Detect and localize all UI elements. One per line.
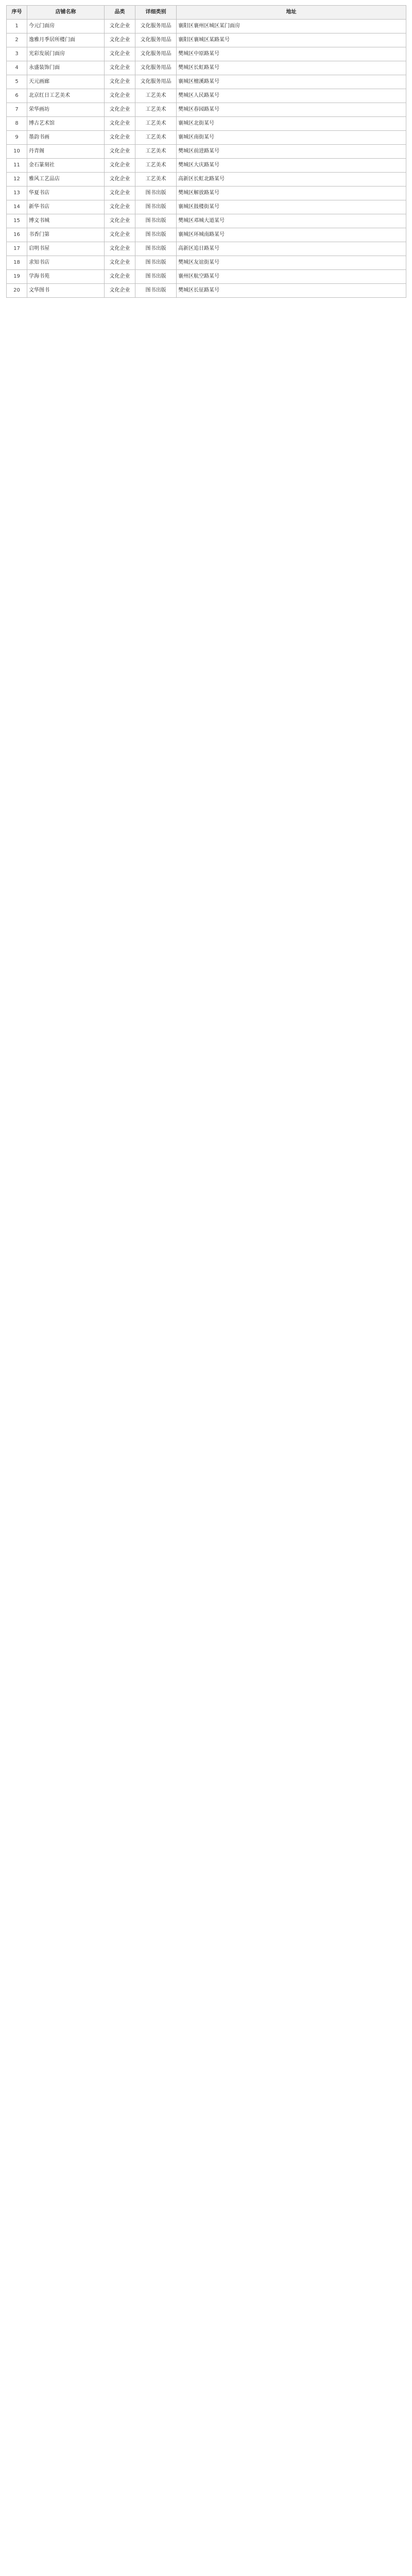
cell-category: 文化企业 [105,214,135,228]
table-row [7,20,406,33]
cell-detail-category: 工艺美术 [135,159,177,173]
cell-address: 樊城区人民路某号 [177,89,406,103]
cell-detail-category: 工艺美术 [135,103,177,117]
cell-detail-category: 图书出版 [135,270,177,284]
cell-index: 7 [7,103,27,117]
cell-detail-category: 工艺美术 [135,145,177,159]
cell-shop-name: 荣华画坊 [27,103,105,117]
header-address: 地址 [177,6,406,20]
cell-detail-category: 文化服务用品 [135,47,177,61]
table-body [7,20,406,298]
cell-shop-name: 墨韵书画 [27,131,105,145]
cell-address: 樊城区邓城大道某号 [177,214,406,228]
cell-index: 4 [7,61,27,75]
cell-detail-category: 图书出版 [135,187,177,200]
table-row [7,270,406,284]
cell-category: 文化企业 [105,61,135,75]
cell-address: 樊城区中原路某号 [177,47,406,61]
cell-detail-category: 文化服务用品 [135,33,177,47]
cell-category: 文化企业 [105,200,135,214]
cell-shop-name: 华夏书店 [27,187,105,200]
cell-detail-category: 图书出版 [135,228,177,242]
document-table-wrapper [6,5,406,298]
cell-address: 襄城区环城南路某号 [177,228,406,242]
table-row [7,173,406,187]
cell-index: 16 [7,228,27,242]
cell-address: 樊城区大庆路某号 [177,159,406,173]
cell-detail-category: 文化服务用品 [135,20,177,33]
cell-detail-category: 文化服务用品 [135,75,177,89]
cell-shop-name: 博文书城 [27,214,105,228]
header-index: 序号 [7,6,27,20]
cell-index: 12 [7,173,27,187]
header-category: 品类 [105,6,135,20]
cell-index: 14 [7,200,27,214]
cell-category: 文化企业 [105,228,135,242]
cell-shop-name: 光彩发展门面房 [27,47,105,61]
cell-detail-category: 工艺美术 [135,117,177,131]
table-row [7,228,406,242]
cell-address: 樊城区解放路某号 [177,187,406,200]
cell-detail-category: 工艺美术 [135,89,177,103]
cell-shop-name: 新华书店 [27,200,105,214]
cell-category: 文化企业 [105,33,135,47]
cell-detail-category: 图书出版 [135,242,177,256]
cell-index: 13 [7,187,27,200]
cell-category: 文化企业 [105,159,135,173]
cell-category: 文化企业 [105,242,135,256]
header-row [7,6,406,20]
cell-category: 文化企业 [105,47,135,61]
table-row [7,200,406,214]
cell-shop-name: 丹青阁 [27,145,105,159]
cell-address: 襄城区檀溪路某号 [177,75,406,89]
table-row [7,214,406,228]
cell-address: 樊城区友谊街某号 [177,256,406,270]
cell-detail-category: 文化服务用品 [135,61,177,75]
table-row [7,284,406,298]
table-row [7,145,406,159]
cell-address: 樊城区前进路某号 [177,145,406,159]
cell-index: 2 [7,33,27,47]
cell-detail-category: 图书出版 [135,214,177,228]
cell-address: 樊城区春园路某号 [177,103,406,117]
cell-index: 5 [7,75,27,89]
cell-category: 文化企业 [105,117,135,131]
cell-shop-name: 金石篆刻社 [27,159,105,173]
cell-detail-category: 工艺美术 [135,173,177,187]
cell-shop-name: 博古艺术馆 [27,117,105,131]
cell-category: 文化企业 [105,75,135,89]
cell-category: 文化企业 [105,187,135,200]
cell-shop-name: 学海书苑 [27,270,105,284]
cell-index: 17 [7,242,27,256]
table-row [7,89,406,103]
cell-index: 3 [7,47,27,61]
table-row [7,256,406,270]
cell-shop-name: 逸雅月季居所楼门面 [27,33,105,47]
cell-index: 18 [7,256,27,270]
cell-shop-name: 雅风工艺品店 [27,173,105,187]
cell-index: 1 [7,20,27,33]
table-row [7,33,406,47]
cell-index: 20 [7,284,27,298]
table-row [7,242,406,256]
cell-shop-name: 文华图书 [27,284,105,298]
cell-shop-name: 天元画廊 [27,75,105,89]
cell-category: 文化企业 [105,103,135,117]
cell-shop-name: 北京红日工艺美术 [27,89,105,103]
cell-shop-name: 启明书屋 [27,242,105,256]
table-header [7,6,406,20]
shop-list-table [6,5,406,298]
cell-category: 文化企业 [105,131,135,145]
cell-address: 襄州区航空路某号 [177,270,406,284]
cell-detail-category: 图书出版 [135,256,177,270]
cell-address: 樊城区长征路某号 [177,284,406,298]
table-row [7,61,406,75]
table-row [7,75,406,89]
table-row [7,187,406,200]
table-row [7,131,406,145]
cell-address: 襄城区南街某号 [177,131,406,145]
cell-detail-category: 图书出版 [135,284,177,298]
cell-category: 文化企业 [105,20,135,33]
cell-address: 樊城区长虹路某号 [177,61,406,75]
cell-index: 10 [7,145,27,159]
cell-index: 19 [7,270,27,284]
cell-address: 高新区长虹北路某号 [177,173,406,187]
cell-index: 15 [7,214,27,228]
cell-shop-name: 今元门面房 [27,20,105,33]
header-shop-name: 店铺名称 [27,6,105,20]
cell-detail-category: 工艺美术 [135,131,177,145]
cell-category: 文化企业 [105,284,135,298]
header-detail-category: 详细类别 [135,6,177,20]
table-row [7,117,406,131]
cell-shop-name: 求知书店 [27,256,105,270]
cell-index: 11 [7,159,27,173]
cell-category: 文化企业 [105,89,135,103]
cell-address: 襄阳区襄城区某路某号 [177,33,406,47]
cell-address: 襄城区北街某号 [177,117,406,131]
cell-shop-name: 书香门第 [27,228,105,242]
cell-index: 9 [7,131,27,145]
cell-address: 襄城区鼓楼街某号 [177,200,406,214]
table-row [7,47,406,61]
cell-address: 高新区追日路某号 [177,242,406,256]
table-row [7,103,406,117]
cell-category: 文化企业 [105,270,135,284]
cell-category: 文化企业 [105,173,135,187]
cell-address: 襄阳区襄州区城区某门面房 [177,20,406,33]
cell-shop-name: 永盛装饰门面 [27,61,105,75]
cell-index: 6 [7,89,27,103]
cell-detail-category: 图书出版 [135,200,177,214]
table-row [7,159,406,173]
cell-category: 文化企业 [105,145,135,159]
cell-index: 8 [7,117,27,131]
cell-category: 文化企业 [105,256,135,270]
